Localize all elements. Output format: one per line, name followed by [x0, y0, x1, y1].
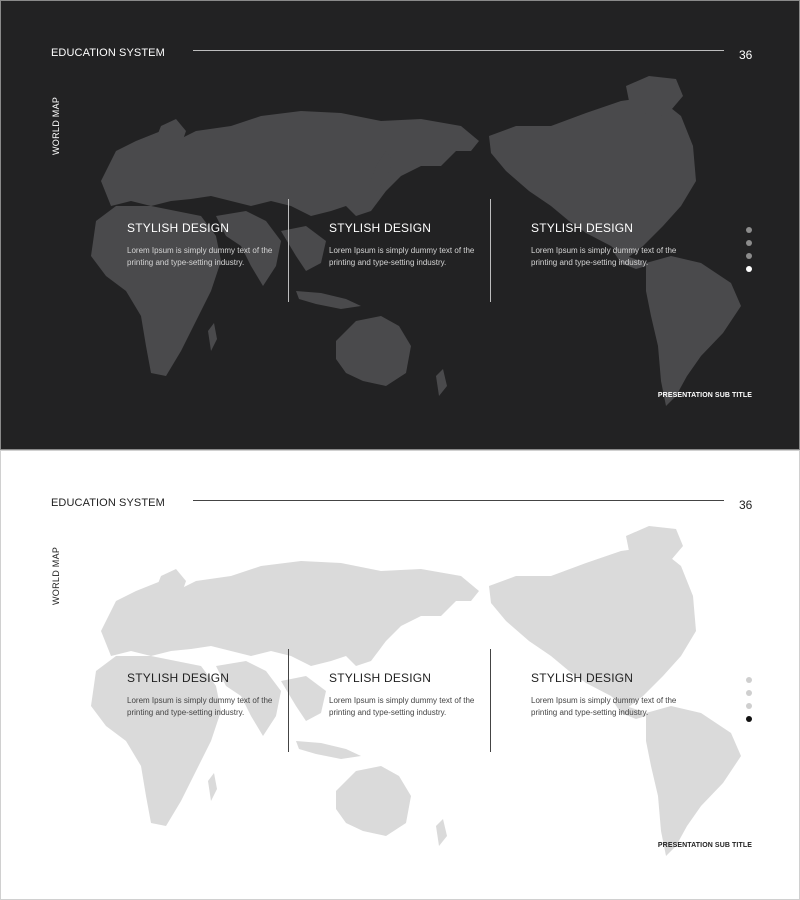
card-text: Lorem Ipsum is simply dummy text of the printing and type-setting industry.: [127, 696, 273, 717]
pagination-dots: [746, 677, 752, 729]
pagination-dot[interactable]: [746, 677, 752, 683]
header-title: EDUCATION SYSTEM: [51, 47, 165, 59]
page-number: 36: [739, 498, 753, 512]
info-card: [329, 221, 479, 269]
info-card: [329, 671, 479, 719]
card-divider: [490, 649, 491, 752]
pagination-dot-active[interactable]: [746, 716, 752, 722]
card-title: STYLISH DESIGN: [127, 221, 230, 235]
header-divider-line: [193, 50, 724, 51]
card-text: Lorem Ipsum is simply dummy text of the printing and type-setting industry.: [531, 246, 677, 267]
slide-light: [0, 450, 800, 900]
pagination-dot-active[interactable]: [746, 266, 752, 272]
page-number: 36: [739, 48, 753, 62]
pagination-dots: [746, 227, 752, 279]
info-card: [531, 671, 681, 719]
card-title: STYLISH DESIGN: [329, 671, 432, 685]
card-divider: [288, 199, 289, 302]
pagination-dot[interactable]: [746, 227, 752, 233]
card-divider: [490, 199, 491, 302]
vertical-section-label: WORLD MAP: [51, 546, 61, 605]
info-card: [127, 221, 277, 269]
card-text: Lorem Ipsum is simply dummy text of the printing and type-setting industry.: [329, 696, 475, 717]
header-title: EDUCATION SYSTEM: [51, 497, 165, 509]
info-card: [531, 221, 681, 269]
card-title: STYLISH DESIGN: [329, 221, 432, 235]
header-divider-line: [193, 500, 724, 501]
vertical-section-label: WORLD MAP: [51, 96, 61, 155]
presentation-sub-title: PRESENTATION SUB TITLE: [657, 842, 752, 849]
card-text: Lorem Ipsum is simply dummy text of the printing and type-setting industry.: [531, 696, 677, 717]
card-text: Lorem Ipsum is simply dummy text of the printing and type-setting industry.: [329, 246, 475, 267]
card-title: STYLISH DESIGN: [531, 671, 634, 685]
card-title: STYLISH DESIGN: [127, 671, 230, 685]
card-text: Lorem Ipsum is simply dummy text of the printing and type-setting industry.: [127, 246, 273, 267]
card-divider: [288, 649, 289, 752]
pagination-dot[interactable]: [746, 240, 752, 246]
card-title: STYLISH DESIGN: [531, 221, 634, 235]
presentation-sub-title: PRESENTATION SUB TITLE: [657, 392, 752, 399]
pagination-dot[interactable]: [746, 690, 752, 696]
pagination-dot[interactable]: [746, 253, 752, 259]
info-card: [127, 671, 277, 719]
pagination-dot[interactable]: [746, 703, 752, 709]
